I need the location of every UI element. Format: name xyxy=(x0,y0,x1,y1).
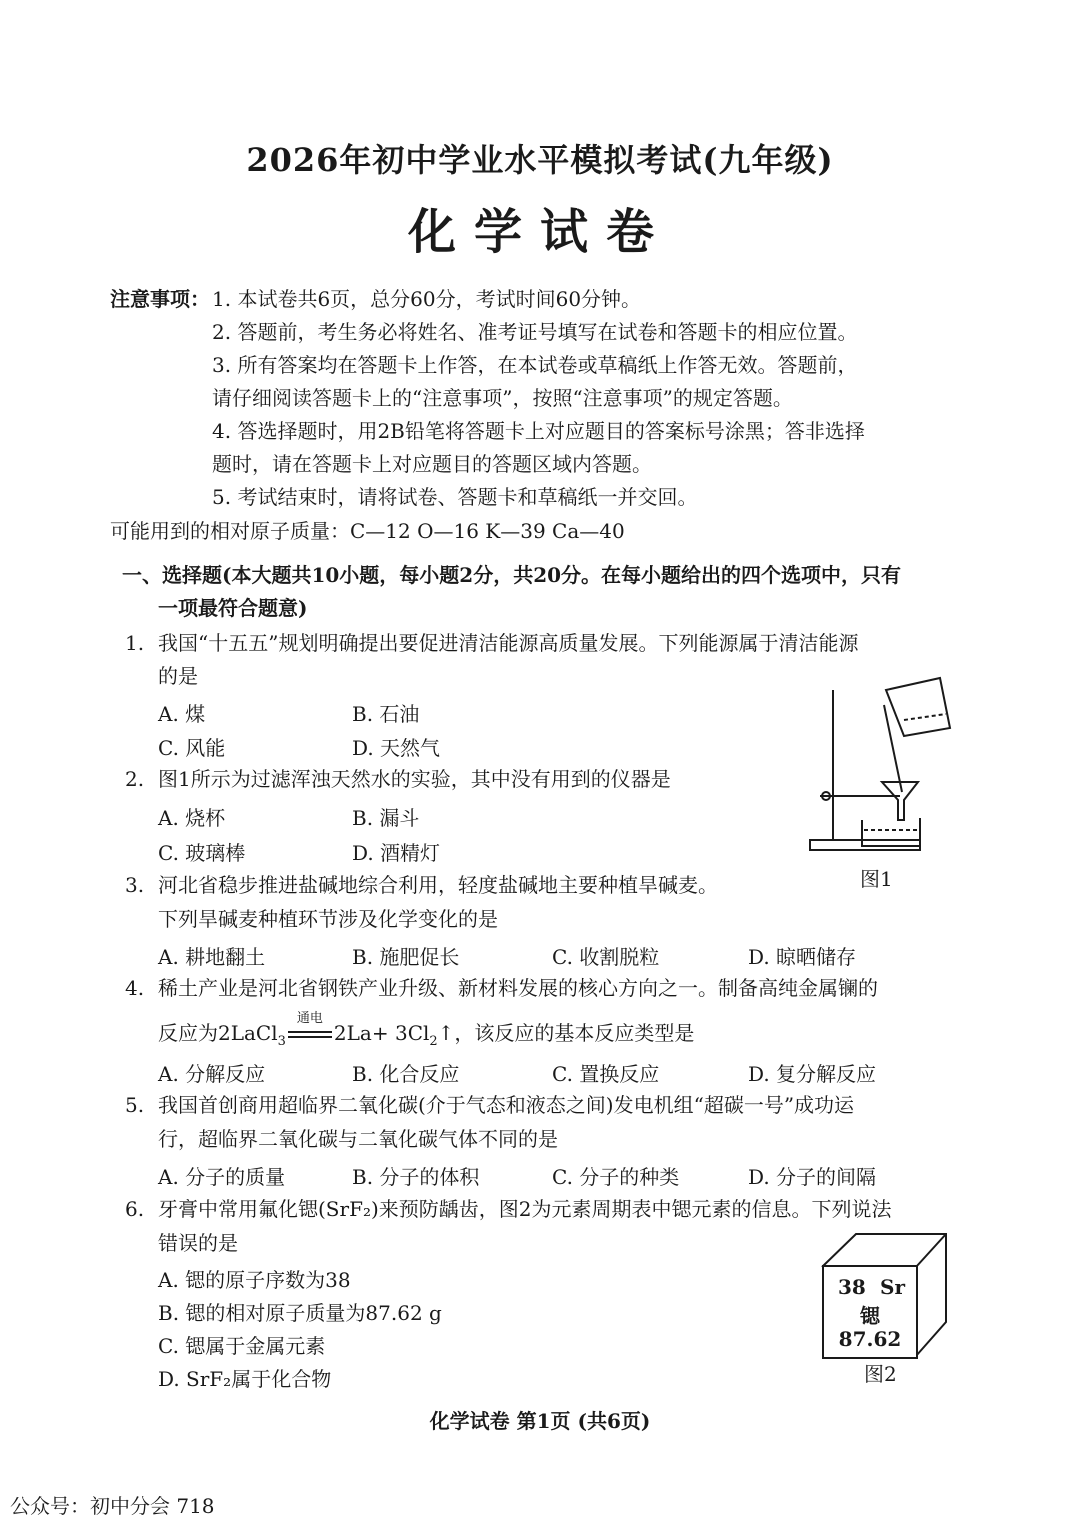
watermark-text: 公众号：初中分会 718 xyxy=(10,1494,215,1518)
q5-stem: 我国首创商用超临界二氧化碳(介于气态和液态之间)发电机组“超碳一号”成功运 xyxy=(158,1093,855,1117)
q4-eq-condition: 通电 xyxy=(296,1011,323,1026)
q3-option-c: C. 收割脱粒 xyxy=(552,945,660,969)
filtration-apparatus-figure xyxy=(800,670,960,860)
q1-number: 1. xyxy=(125,631,145,655)
q5-number: 5. xyxy=(125,1093,145,1117)
q6-option-c: C. 锶属于金属元素 xyxy=(158,1334,326,1358)
q4-eq-arrow xyxy=(286,1011,334,1045)
q2-option-d: D. 酒精灯 xyxy=(352,841,441,865)
q2-option-a: A. 烧杯 xyxy=(158,806,226,830)
q2-option-c: C. 玻璃棒 xyxy=(158,841,246,865)
q6-stem-cont: 错误的是 xyxy=(158,1231,238,1255)
q5-option-d: D. 分子的间隔 xyxy=(748,1165,877,1189)
q4-eq-sub2: 2 xyxy=(429,1034,438,1049)
note-5: 5. 考试结束时，请将试卷、答题卡和草稿纸一并交回。 xyxy=(212,485,698,509)
note-3: 3. 所有答案均在答题卡上作答，在本试卷或草稿纸上作答无效。答题前， xyxy=(212,353,858,377)
q5-stem-cont: 行，超临界二氧化碳与二氧化碳气体不同的是 xyxy=(158,1127,558,1151)
q4-eq-products: 2La+ 3Cl xyxy=(333,1021,430,1045)
element-cell xyxy=(822,1265,918,1359)
q4-option-d: D. 复分解反应 xyxy=(748,1062,877,1086)
q6-option-a: A. 锶的原子序数为38 xyxy=(158,1268,351,1292)
q5-option-b: B. 分子的体积 xyxy=(352,1165,480,1189)
figure-2-caption: 图2 xyxy=(864,1362,897,1386)
q2-stem: 图1所示为过滤浑浊天然水的实验，其中没有用到的仪器是 xyxy=(158,767,671,791)
section-heading: 一、选择题(本大题共10小题，每小题2分，共20分。在每小题给出的四个选项中，只有 xyxy=(122,563,902,587)
q5-option-a: A. 分子的质量 xyxy=(158,1165,286,1189)
element-number: 38 xyxy=(838,1275,866,1299)
q2-number: 2. xyxy=(125,767,145,791)
note-2: 2. 答题前，考生务必将姓名、准考证号填写在试卷和答题卡的相应位置。 xyxy=(212,320,858,344)
element-symbol: Sr xyxy=(880,1275,905,1299)
q4-option-b: B. 化合反应 xyxy=(352,1062,460,1086)
element-mass: 87.62 xyxy=(838,1327,902,1351)
notes-label: 注意事项： xyxy=(110,287,210,311)
q1-option-d: D. 天然气 xyxy=(352,736,441,760)
q1-option-c: C. 风能 xyxy=(158,736,226,760)
q4-eq-reactant: 反应为2LaCl xyxy=(158,1021,278,1045)
q1-option-b: B. 石油 xyxy=(352,702,420,726)
q2-option-b: B. 漏斗 xyxy=(352,806,420,830)
q6-option-d: D. SrF₂属于化合物 xyxy=(158,1367,332,1391)
note-3-cont: 请仔细阅读答题卡上的“注意事项”，按照“注意事项”的规定答题。 xyxy=(212,386,793,410)
q4-stem: 稀土产业是河北省钢铁产业升级、新材料发展的核心方向之一。制备高纯金属镧的 xyxy=(158,976,878,1000)
q4-option-a: A. 分解反应 xyxy=(158,1062,266,1086)
q3-stem: 河北省稳步推进盐碱地综合利用，轻度盐碱地主要种植旱碱麦。 xyxy=(158,873,718,897)
q6-stem: 牙膏中常用氟化锶(SrF₂)来预防龋齿，图2为元素周期表中锶元素的信息。下列说法 xyxy=(158,1197,892,1221)
q4-option-c: C. 置换反应 xyxy=(552,1062,660,1086)
element-name: 锶 xyxy=(860,1304,880,1328)
q5-option-c: C. 分子的种类 xyxy=(552,1165,680,1189)
q4-equation xyxy=(158,1011,695,1054)
q6-number: 6. xyxy=(125,1197,145,1221)
q3-option-b: B. 施肥促长 xyxy=(352,945,460,969)
q1-option-a: A. 煤 xyxy=(158,702,206,726)
note-4-cont: 题时，请在答题卡上对应题目的答题区域内答题。 xyxy=(212,452,652,476)
note-1: 1. 本试卷共6页，总分60分，考试时间60分钟。 xyxy=(212,287,642,311)
section-heading-cont: 一项最符合题意) xyxy=(158,596,308,620)
note-4: 4. 答选择题时，用2B铅笔将答题卡上对应题目的答案标号涂黑；答非选择 xyxy=(212,419,865,443)
q4-number: 4. xyxy=(125,976,145,1000)
subject-title: 化学试卷 xyxy=(407,204,672,260)
q6-option-b: B. 锶的相对原子质量为87.62 g xyxy=(158,1301,442,1325)
q1-stem: 我国“十五五”规划明确提出要促进清洁能源高质量发展。下列能源属于清洁能源 xyxy=(158,631,859,655)
figure-1-caption: 图1 xyxy=(860,867,893,891)
page-footer: 化学试卷 第1页 (共6页) xyxy=(429,1409,651,1433)
q3-number: 3. xyxy=(125,873,145,897)
q4-eq-tail: ↑，该反应的基本反应类型是 xyxy=(437,1021,695,1045)
exam-title: 2026年初中学业水平模拟考试(九年级) xyxy=(246,141,834,179)
q1-stem-cont: 的是 xyxy=(158,664,198,688)
atomic-mass-line: 可能用到的相对原子质量：C—12 O—16 K—39 Ca—40 xyxy=(110,519,625,543)
q3-option-a: A. 耕地翻土 xyxy=(158,945,266,969)
q3-stem-cont: 下列旱碱麦种植环节涉及化学变化的是 xyxy=(158,907,498,931)
q3-option-d: D. 晾晒储存 xyxy=(748,945,857,969)
q4-eq-sub3: 3 xyxy=(277,1034,286,1049)
